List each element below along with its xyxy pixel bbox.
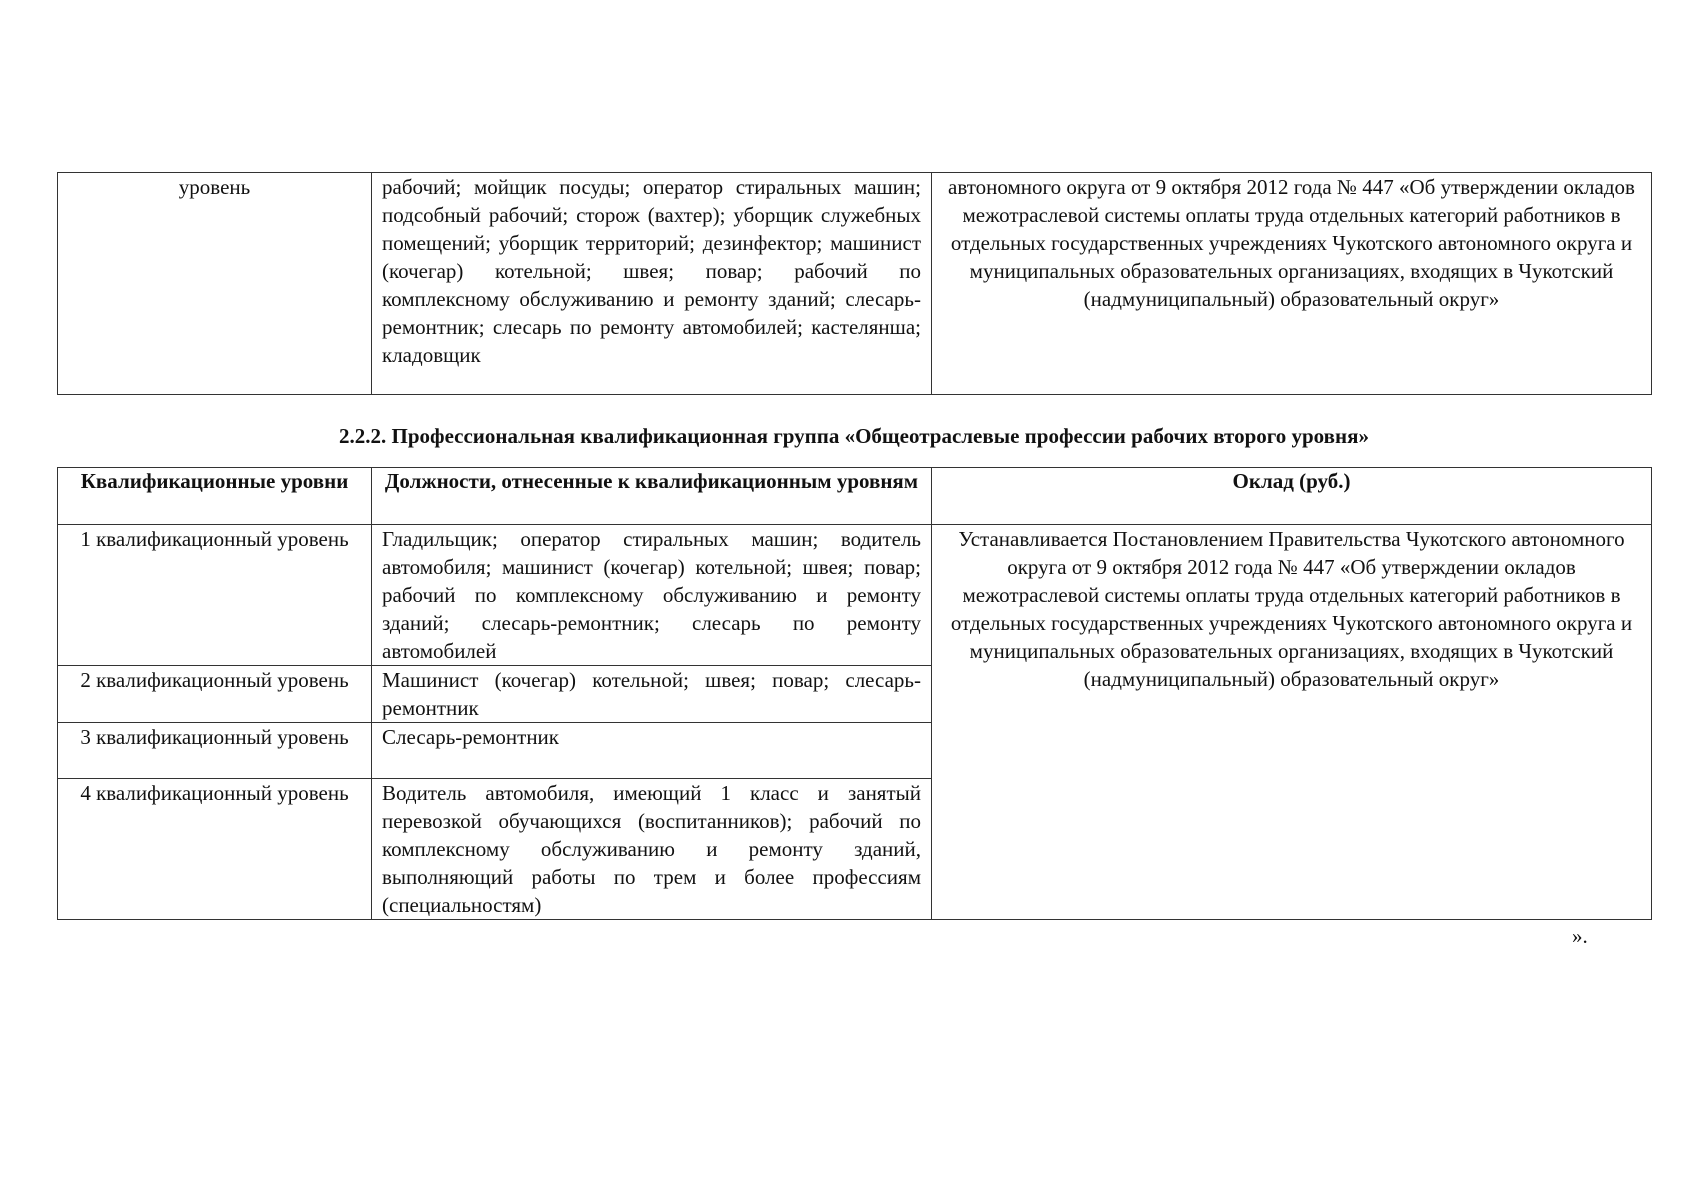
table-row — [58, 173, 1652, 395]
level-cell: 1 квалификационный уровень — [58, 525, 372, 666]
level-cell: 3 квалификационный уровень — [58, 723, 372, 779]
table-row — [58, 525, 1652, 666]
table-header-row — [58, 468, 1652, 525]
positions-cell: Машинист (кочегар) котельной; швея; повар; слесарь-ремонтник — [372, 666, 932, 723]
positions-cell: Слесарь-ремонтник — [372, 723, 932, 779]
continued-table — [57, 172, 1652, 395]
header-levels: Квалификационные уровни — [58, 468, 372, 525]
level-cell: уровень — [58, 173, 372, 395]
positions-cell: Гладильщик; оператор стиральных машин; водитель автомобиля; машинист (кочегар) котельной; швея; повар; рабочий по комплексному обслуживанию и ремонту зданий; слесарь-ремонтник; слесарь по ремонту автомобилей — [372, 525, 932, 666]
closing-quote-mark: ». — [1572, 924, 1588, 948]
salary-cell: автономного округа от 9 октября 2012 года № 447 «Об утверждении окладов межотраслевой системы оплаты труда отдельных категорий работников в отдельных государственных учреждениях Чукотского автономного округа и муниципальных образовательных организациях, входящих в Чукотский (надмуниципальный) образовательный округ» — [932, 173, 1652, 395]
positions-cell: рабочий; мойщик посуды; оператор стиральных машин; подсобный рабочий; сторож (вахтер); уборщик служебных помещений; уборщик территорий; дезинфектор; машинист (кочегар) котельной; швея; повар; рабочий по комплексному обслуживанию и ремонту зданий; слесарь-ремонтник; слесарь по ремонту автомобилей; кастелянша; кладовщик — [372, 173, 932, 395]
header-salary: Оклад (руб.) — [932, 468, 1652, 525]
section-heading: 2.2.2. Профессиональная квалификационная группа «Общеотраслевые профессии рабочих второго уровня» — [339, 424, 1369, 448]
positions-cell: Водитель автомобиля, имеющий 1 класс и занятый перевозкой обучающихся (воспитанников); рабочий по комплексному обслуживанию и ремонту зданий, выполняющий работы по трем и более профессиям (специальностям) — [372, 779, 932, 920]
qualification-table — [57, 467, 1652, 920]
level-cell: 2 квалификационный уровень — [58, 666, 372, 723]
header-positions: Должности, отнесенные к квалификационным уровням — [372, 468, 932, 525]
level-cell: 4 квалификационный уровень — [58, 779, 372, 920]
salary-cell: Устанавливается Постановлением Правительства Чукотского автономного округа от 9 октября 2012 года № 447 «Об утверждении окладов межотраслевой системы оплаты труда отдельных категорий работников в отдельных государственных учреждениях Чукотского автономного округа и муниципальных образовательных организациях, входящих в Чукотский (надмуниципальный) образовательный округ» — [932, 525, 1652, 920]
